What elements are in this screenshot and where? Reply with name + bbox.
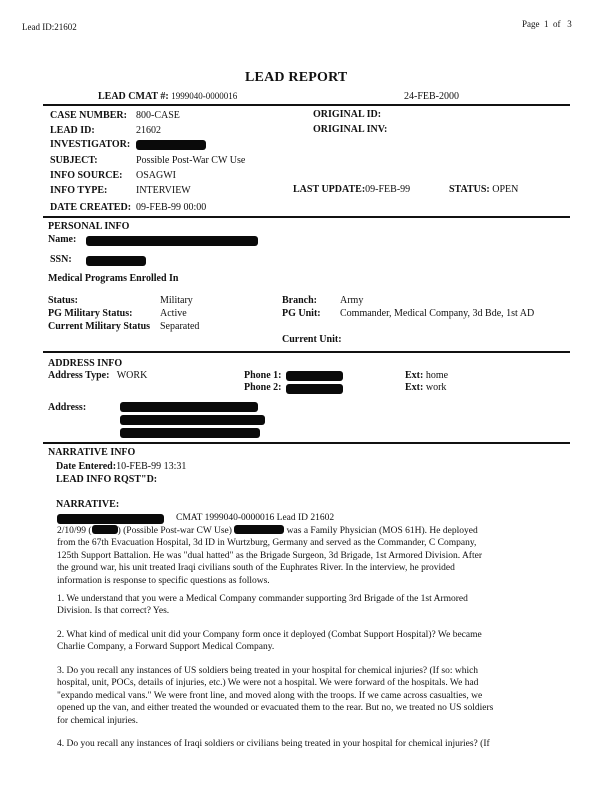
lead-id-label: LEAD ID: [50, 125, 95, 136]
programs-label: Medical Programs Enrolled In [48, 273, 179, 284]
ext2-value: work [425, 382, 447, 393]
date-created-value: 09-FEB-99 00:00 [136, 202, 207, 213]
intro-line: 125th Support Battalion. He was "dual hatted" as the Brigade Surgeon, 3d Brigade, 1st Armored Division. After [57, 550, 482, 561]
last-update-label: LAST UPDATE: [293, 184, 366, 195]
pg-unit-value: Commander, Medical Company, 3d Bde, 1st AD [340, 308, 535, 319]
question-1 [57, 593, 567, 618]
case-number-value: 800-CASE [136, 110, 180, 121]
page-indicator [522, 19, 572, 29]
current-military-status-value: Separated [160, 321, 200, 332]
personal-rule [43, 351, 570, 353]
address-rule [43, 442, 570, 444]
name-label: Name: [48, 234, 77, 245]
date-created-label: DATE CREATED: [50, 202, 132, 213]
info-source-label: INFO SOURCE: [50, 170, 123, 181]
q2-line: Charlie Company, a Forward Support Medical Company. [57, 642, 275, 653]
last-update-row [293, 184, 410, 195]
narrative-reference: CMAT 1999040-0000016 Lead ID 21602 [176, 513, 335, 523]
q3-line: "expando medical vans." We were front line, and moved along with the troops. If we came across casualties, we [57, 690, 483, 701]
q3-line: for chemical injuries. [57, 715, 138, 726]
intro-line: information is response to specific questions as follows. [57, 575, 270, 586]
q2-line: 2. What kind of medical unit did your Company form once it deployed (Combat Support Hospital)? We became [57, 630, 482, 640]
address-type-value: WORK [116, 370, 148, 381]
intro-date: 2/10/99 ( [57, 526, 92, 536]
phone1-label: Phone 1: [244, 370, 282, 381]
pg-military-status-label: PG Military Status: [48, 308, 133, 319]
ssn-label: SSN: [50, 254, 72, 265]
cmat-label: LEAD CMAT #: [98, 91, 169, 102]
case-rule [43, 216, 570, 218]
intro-redaction-1 [92, 525, 118, 534]
intro-line: from the 67th Evacuation Hospital, 3d ID in Wurtzburg, Germany and served as the Commander, C Company, [57, 538, 477, 549]
cmat-value: 1999040-0000016 [171, 91, 238, 101]
intro-role: was a Family Physician (MOS 61H). He deployed [286, 526, 478, 536]
question-4 [57, 738, 567, 750]
pg-military-status-value: Active [160, 308, 187, 319]
question-2 [57, 629, 567, 654]
status-label: STATUS: [449, 184, 490, 195]
address-redaction-1 [120, 402, 258, 412]
address-redaction-3 [120, 428, 260, 438]
lead-id-value: 21602 [136, 125, 161, 136]
ext2-label: Ext: [405, 382, 424, 393]
page-label: Page [522, 19, 540, 29]
investigator-label: INVESTIGATOR: [50, 139, 131, 150]
name-redaction [86, 236, 258, 246]
phone2-redaction [286, 384, 343, 394]
address-redaction-2 [120, 415, 265, 425]
date-entered-row [56, 461, 186, 472]
personal-section-title: PERSONAL INFO [48, 221, 130, 232]
ext1-value: home [425, 370, 449, 381]
status-row [449, 184, 518, 195]
subject-label: SUBJECT: [50, 155, 98, 166]
ext1-row [405, 370, 448, 381]
original-id-label: ORIGINAL ID: [313, 109, 382, 120]
intro-redaction-2 [234, 525, 284, 534]
q1-line: Division. Is that correct? Yes. [57, 606, 170, 617]
page-of-label: of [553, 19, 561, 29]
investigator-redaction [136, 140, 206, 150]
lead-cmat-row [98, 91, 237, 102]
date-entered-value: 10-FEB-99 13:31 [116, 461, 187, 472]
original-inv-label: ORIGINAL INV: [313, 124, 388, 135]
header-lead-id: Lead ID:21602 [22, 22, 77, 32]
page-title: LEAD REPORT [245, 70, 348, 85]
q3-line: 3. Do you recall any instances of US soldiers being treated in your hospital for chemical injuries? (If so: which [57, 666, 479, 676]
subject-value: Possible Post-War CW Use [136, 155, 246, 166]
q1-line: 1. We understand that you were a Medical Company commander supporting 3rd Brigade of the 1st Armored [57, 594, 468, 604]
narrative-intro-first-line [57, 525, 567, 537]
current-military-status-label: Current Military Status [48, 321, 151, 332]
info-type-value: INTERVIEW [136, 185, 191, 196]
intro-subject: ) (Possible Post-war CW Use) [117, 526, 232, 536]
ssn-redaction [86, 256, 146, 266]
case-number-label: CASE NUMBER: [50, 110, 127, 121]
current-unit-label: Current Unit: [282, 334, 342, 345]
date-entered-label: Date Entered: [56, 461, 117, 472]
page-total: 3 [567, 19, 572, 29]
lead-info-rqst-label: LEAD INFO RQST"D: [56, 474, 158, 485]
address-type-label: Address Type: [48, 370, 110, 381]
report-date: 24-FEB-2000 [404, 91, 459, 102]
q3-line: opened up the van, and either treated the wounded or evacuated them to the rear. But no, we treated no US soldiers [57, 703, 494, 714]
phone1-redaction [286, 371, 343, 381]
intro-line: the ground war, his unit treated Iraqi civilians south of the Euphrates River. In the interview, he provided [57, 563, 455, 574]
mil-status-label: Status: [48, 295, 79, 306]
status-value: OPEN [492, 184, 519, 195]
page-number: 1 [544, 19, 549, 29]
branch-label: Branch: [282, 295, 317, 306]
narrative-section-title: NARRATIVE INFO [48, 447, 136, 458]
address-section-title: ADDRESS INFO [48, 358, 123, 369]
ext1-label: Ext: [405, 370, 424, 381]
title-rule [43, 104, 570, 106]
ext2-row [405, 382, 446, 393]
address-label: Address: [48, 402, 87, 413]
mil-status-value: Military [160, 295, 193, 306]
info-type-label: INFO TYPE: [50, 185, 108, 196]
question-3 [57, 665, 567, 727]
branch-value: Army [340, 295, 364, 306]
last-update-value: 09-FEB-99 [365, 184, 411, 195]
q4-line: 4. Do you recall any instances of Iraqi soldiers or civilians being treated in your hospital for chemical injuries? (If [57, 739, 490, 749]
narrative-label: NARRATIVE: [56, 499, 120, 510]
narrative-name-redaction [57, 514, 164, 524]
pg-unit-label: PG Unit: [282, 308, 321, 319]
narrative-intro-paragraph [57, 525, 567, 587]
info-source-value: OSAGWI [136, 170, 176, 181]
address-type-row [48, 370, 147, 381]
q3-line: hospital, unit, POCs, details of injuries, etc.) We were not a hospital. We were forward of the hospitals. We had [57, 678, 479, 689]
phone2-label: Phone 2: [244, 382, 282, 393]
